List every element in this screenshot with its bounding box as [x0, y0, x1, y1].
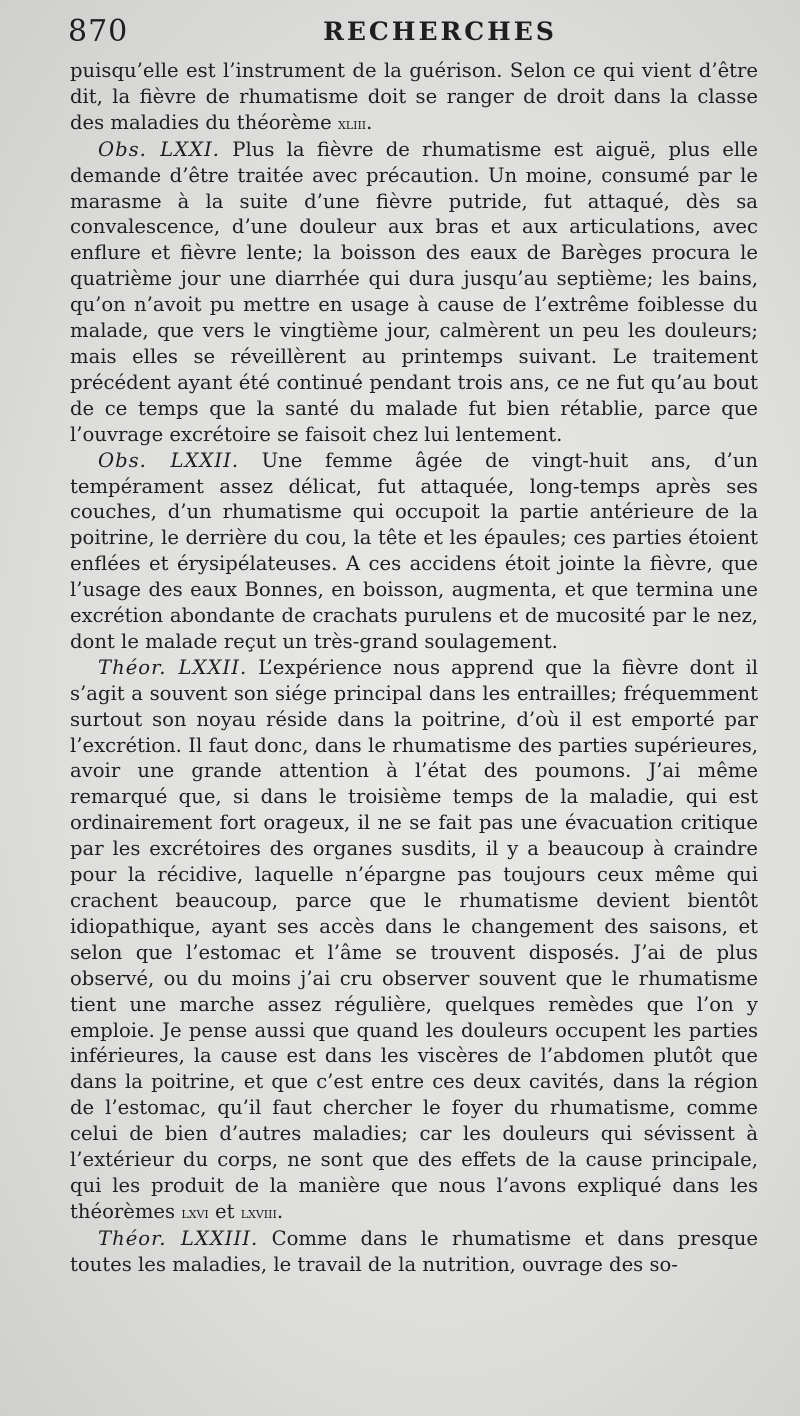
theorem-reference: lxvi: [181, 1202, 209, 1222]
paragraph-text: L’expérience nous apprend que la fièvre dont il s’agit a souvent son siége principal dans les entrailles; fréquemment surtout son noyau réside dans la poitrine, d’où il est emporté par l’excrétion. Il faut donc, dans le rhumatisme des parties supérieures, avoir une grande attention à l’état des poumons. J’ai même remarqué que, si dans le troisième temps de la maladie, qui est ordinairement fort orageux, il ne se fait pas une évacuation critique par les excrétoires des organes susdits, il y a beaucoup à craindre pour la récidive, laquelle n’épargne pas toujours ceux même qui crachent beaucoup, parce que le rhumatisme devient bientôt idiopathique, ayant ses accès dans le changement des saisons, et selon que l’estomac et l’âme se trouvent disposés. J’ai de plus observé, ou du moins j’ai cru observer souvent que le rhumatisme tient une marche assez régulière, quelques remèdes que l’on y emploie. Je pense aussi que quand les douleurs occupent les parties inférieures, la cause est dans les viscères de l’abdomen plutôt que dans la poitrine, et que c’est entre ces deux cavités, dans la région de l’estomac, qu’il faut chercher le foyer du rhumatisme, comme celui de bien d’autres maladies; car les douleurs qui sévissent à l’extérieur du corps, ne sont que des effets de la cause principale, qui les produit de la manière que nous l’avons expliqué dans les théorèmes: [70, 655, 758, 1223]
paragraph-text: Une femme âgée de vingt-huit ans, d’un tempérament assez délicat, fut attaquée, long-temps après ses couches, d’un rhumatisme qui occupoit la partie antérieure de la poitrine, le derrière du cou, la tête et les épaules; ces parties étoient enflées et érysipélateuses. A ces accidens étoit jointe la fièvre, que l’usage des eaux Bonnes, en boisson, augmenta, et que termina une excrétion abondante de crachats purulens et de mucosité par le nez, dont le malade reçut un très-grand soulagement.: [70, 448, 758, 653]
paragraph-theor-lxxii: [70, 655, 758, 1226]
paragraph-theor-lxxiii: [70, 1226, 758, 1278]
theorem-reference: lxviii: [240, 1202, 277, 1222]
paragraph-label: Théor. LXXII.: [98, 655, 248, 679]
paragraph-label: Obs. LXXII.: [98, 448, 240, 472]
page-number: 870: [68, 14, 129, 49]
paragraph-label: Obs. LXXI.: [98, 137, 221, 161]
paragraph-obs-lxxii: [70, 448, 758, 655]
body-text: [70, 58, 758, 1278]
paragraph-tail: .: [276, 1199, 284, 1223]
running-title: RECHERCHES: [323, 17, 557, 46]
paragraph-tail: .: [366, 110, 373, 134]
theorem-reference: xliii: [337, 113, 367, 133]
page-header: [68, 10, 772, 54]
paragraph-label: Théor. LXXIII.: [98, 1226, 259, 1250]
reference-joiner: et: [208, 1199, 241, 1223]
paragraph-text: Comme dans le rhumatisme et dans presque toutes les maladies, le travail de la nutrition, ouvrage des so-: [70, 1226, 758, 1276]
paragraph-text: puisqu’elle est l’instrument de la guérison. Selon ce qui vient d’être dit, la fièvre de rhumatisme doit se ranger de droit dans la classe des maladies du théorème: [70, 59, 758, 134]
paragraph-text: Plus la fièvre de rhumatisme est aiguë, plus elle demande d’être traitée avec précaution. Un moine, consumé par le marasme à la suite d’une fièvre putride, fut attaqué, dès sa convalescence, d’une douleur aux bras et aux articulations, avec enflure et fièvre lente; la boisson des eaux de Barèges procura le quatrième jour une diarrhée qui dura jusqu’au septième; les bains, qu’on n’avoit pu mettre en usage à cause de l’extrême foiblesse du malade, que vers le vingtième jour, calmèrent un peu les douleurs; mais elles se réveillèrent au printemps suivant. Le traitement précédent ayant été continué pendant trois ans, ce ne fut qu’au bout de ce temps que la santé du malade fut bien rétablie, parce que l’ouvrage excrétoire se faisoit chez lui lentement.: [70, 137, 759, 446]
paragraph-obs-lxxi: [70, 137, 758, 448]
paragraph-continuation: [70, 58, 758, 137]
